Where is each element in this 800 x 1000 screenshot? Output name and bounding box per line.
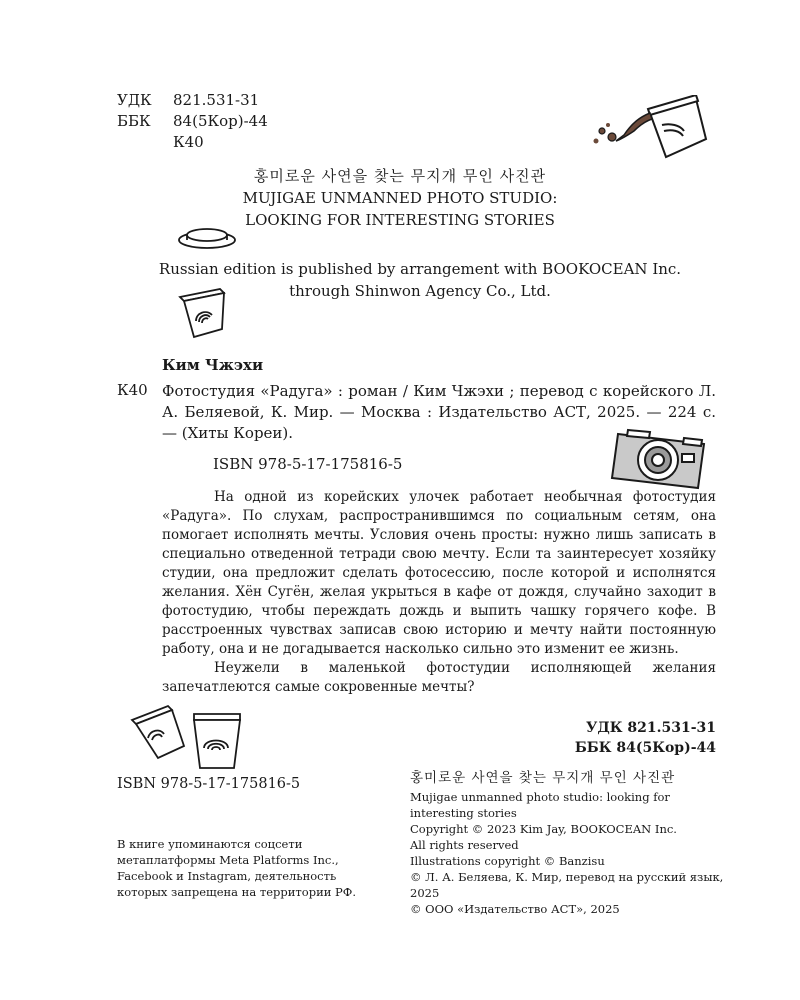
annotation-paragraph-2: Неужели в маленькой фотостудии исполняющей желания запечатлеются самые сокровенные мечты? (162, 660, 716, 695)
korean-title: 홍미로운 사연을 찾는 무지개 무인 사진관 (253, 167, 547, 185)
copyright-line-3: Illustrations copyright © Banzisu (410, 854, 605, 868)
bottom-codes (510, 718, 716, 758)
bibliographic-description: Фотостудия «Радуга» : роман / Ким Чжэхи ; перевод с корейского Л. А. Беляевой, К. Мир. — Москва : Издательство АСТ, 2025. — 224 с. — (Хиты Кореи). (162, 382, 716, 442)
biblio-code: К40 (117, 381, 148, 399)
rainbow-cup-icon (172, 285, 234, 345)
classification-block (117, 90, 268, 153)
copyright-korean-title: 홍미로운 사연을 찾는 무지개 무인 사진관 (410, 770, 676, 786)
copyright-english-title: Mujigae unmanned photo studio: looking for interesting stories (410, 790, 670, 820)
camera-icon (608, 420, 716, 494)
copyright-line-4: © Л. А. Беляева, К. Мир, перевод на русский язык, 2025 (410, 870, 724, 900)
annotation-paragraph-1: На одной из корейских улочек работает необычная фотостудия «Радуга». По слухам, распространившимся по социальным сетям, она помогает исполнять мечты. Условия очень просты: нужно лишь записать в специально отведенной тетради свою мечту. Если та заинтересует хозяйку студии, она предложит сделать фотосессию, после которой и исполнятся желания. Хён Сугён, желая укрыться в кафе от дождя, случайно заходит в фотостудию, чтобы переждать дождь и выпить чашку горячего кофе. В расстроенных чувствах записав свою историю и мечту найти постоянную работу, она и не догадывается насколько сильно это изменит ее жизнь. (162, 489, 716, 657)
isbn-main: ISBN 978-5-17-175816-5 (213, 455, 403, 473)
udk-label: УДК (117, 91, 152, 109)
author-mark: К40 (173, 133, 204, 151)
two-cups-icon (128, 700, 258, 772)
bbk-bottom: ББК 84(5Кор)-44 (574, 740, 716, 756)
english-title-line1: MUJIGAE UNMANNED PHOTO STUDIO: (242, 189, 558, 207)
copyright-block (410, 770, 730, 917)
spilling-cup-icon (588, 95, 713, 165)
udk-value: 821.531-31 (173, 91, 260, 109)
annotation (162, 488, 716, 697)
english-title-line2: LOOKING FOR INTERESTING STORIES (245, 211, 555, 229)
copyright-line-2: All rights reserved (410, 838, 519, 852)
copyright-line-1: Copyright © 2023 Kim Jay, BOOKOCEAN Inc. (410, 822, 677, 836)
isbn-bottom: ISBN 978-5-17-175816-5 (117, 776, 301, 792)
bbk-value: 84(5Кор)-44 (173, 112, 268, 130)
rights-line2: through Shinwon Agency Co., Ltd. (289, 282, 551, 300)
bbk-label: ББК (117, 112, 151, 130)
meta-notice: В книге упоминаются соцсети метаплатформы Meta Platforms Inc., Facebook и Instagram, деятельность которых запрещена на территории РФ. (117, 837, 356, 899)
title-block (0, 165, 800, 231)
author-heading: Ким Чжэхи (162, 356, 264, 374)
rights-line1: Russian edition is published by arrangement with BOOKOCEAN Inc. (158, 260, 682, 278)
udk-bottom: УДК 821.531-31 (585, 720, 716, 736)
cup-lid-icon (176, 224, 238, 250)
copyright-line-5: © ООО «Издательство АСТ», 2025 (410, 902, 620, 916)
